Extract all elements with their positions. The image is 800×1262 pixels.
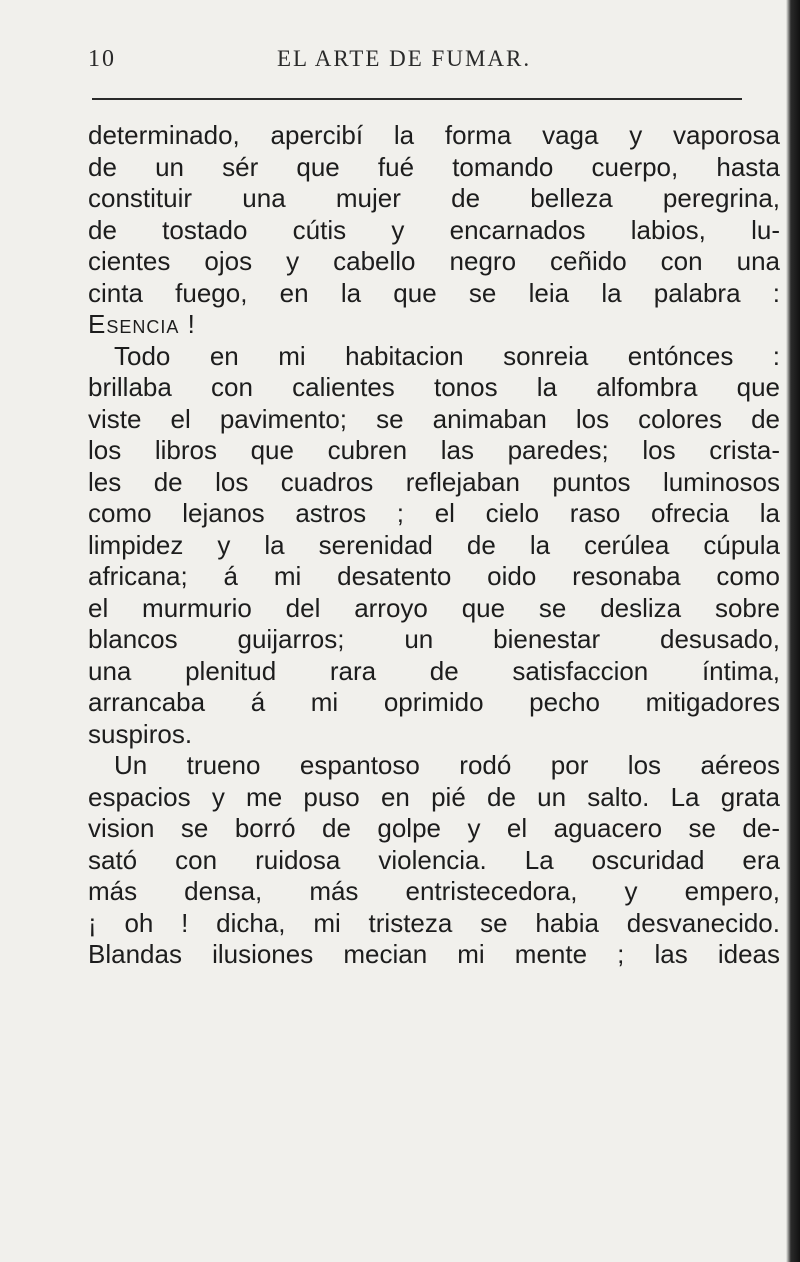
body-text — [88, 120, 780, 971]
text-line: Un trueno espantoso rodó por los aéreos — [114, 750, 780, 780]
text-line: viste el pavimento; se animaban los colores de — [88, 403, 780, 434]
text-line: arrancaba á mi oprimido pecho mitigadores — [88, 687, 780, 717]
text-line: espacios y me puso en pié de un salto. La grata — [88, 781, 780, 812]
text-line-esencia: Esencia ! — [88, 309, 196, 339]
text-line: de un sér que fué tomando cuerpo, hasta — [88, 151, 780, 182]
text-line: africana; á mi desatento oido resonaba como — [88, 561, 780, 591]
text-line: el murmurio del arroyo que se desliza sobre — [88, 592, 780, 623]
text-line: una plenitud rara de satisfaccion íntima, — [88, 655, 780, 686]
page-number: 10 — [88, 46, 116, 72]
text-line: determinado, apercibí la forma vaga y vaporosa — [88, 120, 780, 150]
text-line: constituir una mujer de belleza peregrina, — [88, 183, 780, 213]
text-line: Todo en mi habitacion sonreia entónces : — [114, 340, 780, 371]
text-line: cinta fuego, en la que se leia la palabra : — [88, 277, 780, 308]
text-line: ¡ oh ! dicha, mi tristeza se habia desvanecido. — [88, 907, 780, 938]
text-line: blancos guijarros; un bienestar desusado, — [88, 624, 780, 654]
text-line: vision se borró de golpe y el aguacero se de- — [88, 813, 780, 843]
text-line: brillaba con calientes tonos la alfombra que — [88, 372, 780, 402]
text-line: les de los cuadros reflejaban puntos luminosos — [88, 466, 780, 497]
book-title: EL ARTE DE FUMAR. — [277, 46, 532, 71]
text-line: cientes ojos y cabello negro ceñido con una — [88, 246, 780, 276]
text-line: suspiros. — [88, 718, 193, 749]
page-edge-shadow — [786, 0, 800, 1262]
text-line: sató con ruidosa violencia. La oscuridad era — [88, 844, 780, 875]
header-rule — [92, 98, 742, 100]
text-line: como lejanos astros ; el cielo raso ofrecia la — [88, 498, 780, 528]
running-head — [0, 46, 800, 86]
text-line: de tostado cútis y encarnados labios, lu- — [88, 214, 780, 245]
text-line: Blandas ilusiones mecian mi mente ; las ideas — [88, 939, 780, 969]
text-line: los libros que cubren las paredes; los crista- — [88, 435, 780, 465]
text-line: limpidez y la serenidad de la cerúlea cúpula — [88, 529, 780, 560]
text-line: más densa, más entristecedora, y empero, — [88, 876, 780, 906]
